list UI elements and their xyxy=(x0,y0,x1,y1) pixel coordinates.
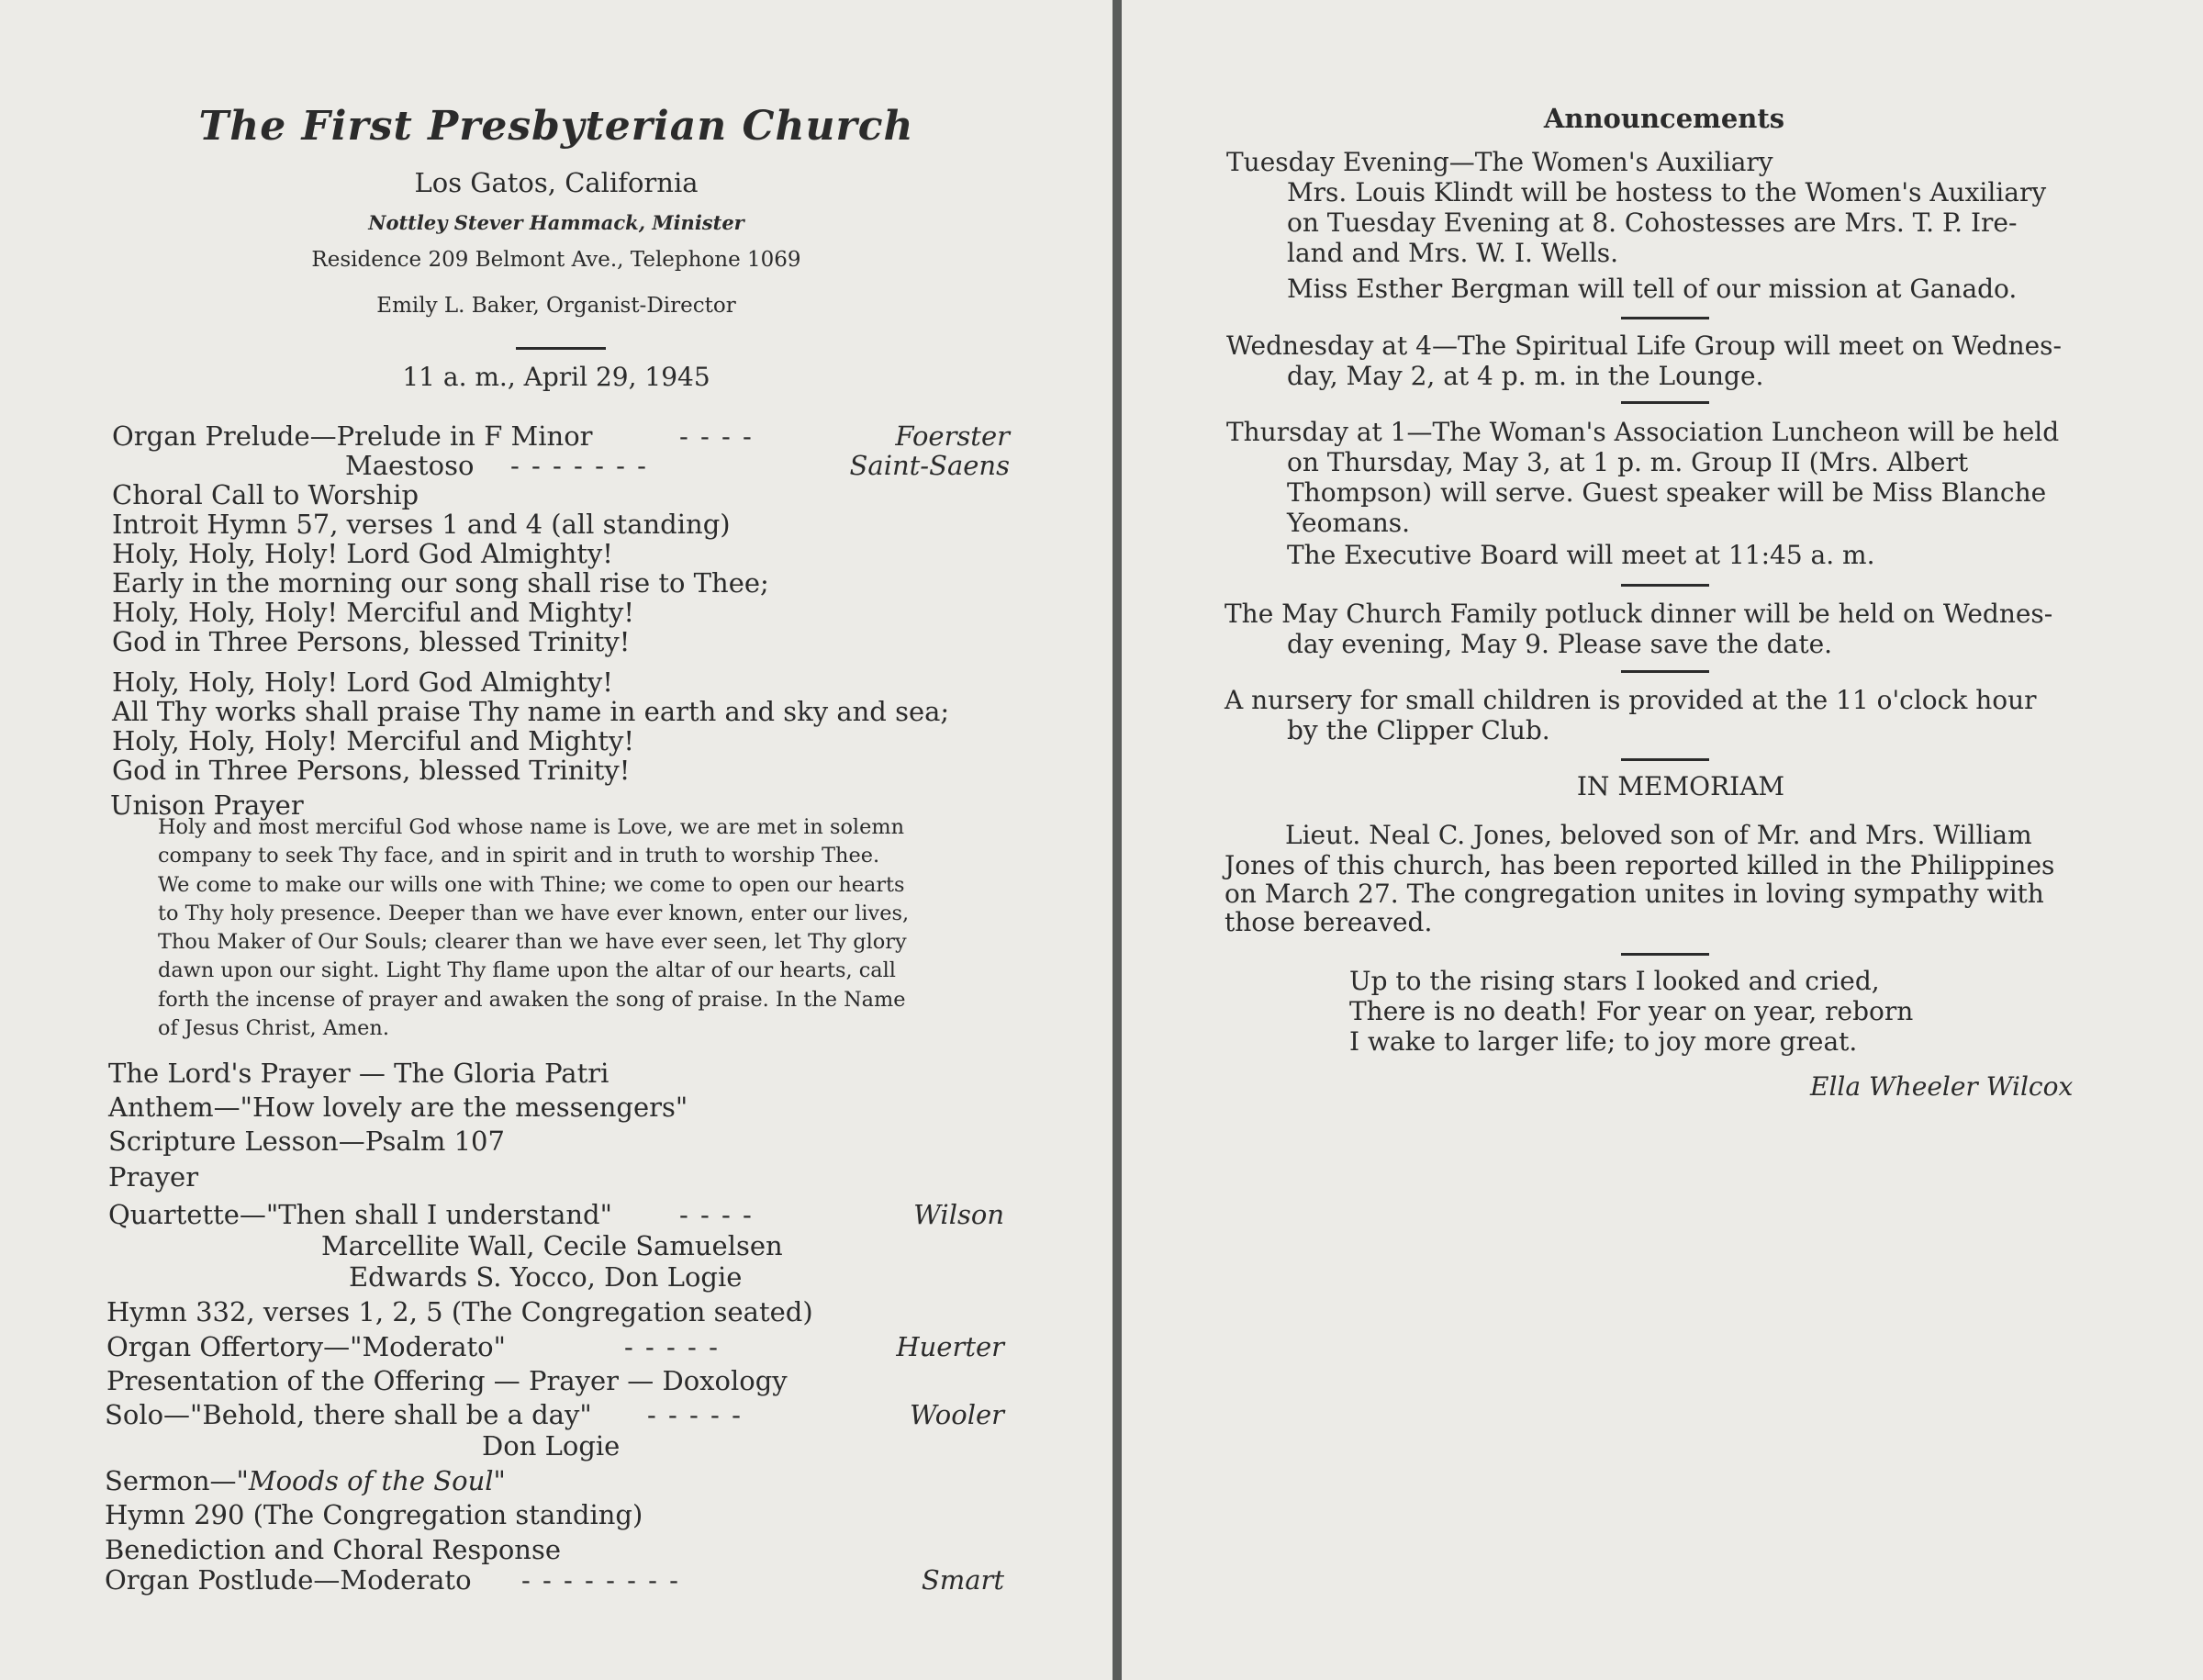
memoriam-text: Jones of this church, has been reported killed in the Philippines xyxy=(1225,850,2055,880)
divider xyxy=(1621,401,1709,404)
thursday-text: on Thursday, May 3, at 1 p. m. Group II (Mrs. Albert xyxy=(1287,447,1969,477)
organ-prelude: Organ Prelude—Prelude in F Minor xyxy=(112,420,593,452)
sermon xyxy=(105,1465,506,1496)
hymn-line: Holy, Holy, Holy! Merciful and Mighty! xyxy=(112,597,635,628)
composer-huerter: Huerter xyxy=(896,1331,1004,1362)
divider xyxy=(1621,758,1709,761)
memoriam-text: Lieut. Neal C. Jones, beloved son of Mr. and Mrs. William xyxy=(1285,820,2032,850)
nursery-announcement: A nursery for small children is provided at the 11 o'clock hour xyxy=(1225,685,2037,715)
composer-saint-saens: Saint-Saens xyxy=(849,450,1010,481)
sermon-label: Sermon— xyxy=(105,1465,237,1496)
leader-dots: - - - - - - - - xyxy=(521,1564,680,1596)
prayer-line: company to seek Thy face, and in spirit and in truth to worship Thee. xyxy=(158,844,880,868)
organ-postlude: Organ Postlude—Moderato xyxy=(105,1564,472,1596)
divider xyxy=(1621,317,1709,319)
thursday-announcement: Thursday at 1—The Woman's Association Luncheon will be held xyxy=(1226,417,2060,447)
prayer-line: of Jesus Christ, Amen. xyxy=(158,1016,389,1041)
tuesday-heading: Tuesday Evening—The Women's Auxiliary xyxy=(1226,147,1773,177)
hymn-290: Hymn 290 (The Congregation standing) xyxy=(105,1499,643,1530)
leader-dots: - - - - xyxy=(679,1199,754,1230)
potluck-text: day evening, May 9. Please save the date. xyxy=(1287,629,1833,659)
composer-foerster: Foerster xyxy=(895,420,1010,452)
prayer-line: Holy and most merciful God whose name is Love, we are met in solemn xyxy=(158,815,904,839)
prayer-line: We come to make our wills one with Thine; we come to open our hearts xyxy=(158,872,905,897)
composer-wooler: Wooler xyxy=(909,1399,1004,1430)
hymn-line: God in Three Persons, blessed Trinity! xyxy=(112,755,631,786)
tuesday-text: Miss Esther Bergman will tell of our mission at Ganado. xyxy=(1287,274,2018,304)
organist-line: Emily L. Baker, Organist-Director xyxy=(376,294,736,318)
introit-hymn: Introit Hymn 57, verses 1 and 4 (all standing) xyxy=(112,509,731,540)
tuesday-text: Mrs. Louis Klindt will be hostess to the Women's Auxiliary xyxy=(1287,177,2047,207)
quartette: Quartette—"Then shall I understand" xyxy=(108,1199,612,1230)
memoriam-text: on March 27. The congregation unites in loving sympathy with xyxy=(1225,879,2044,909)
poem-line: Up to the rising stars I looked and cried, xyxy=(1349,966,1880,996)
announcements-heading: Announcements xyxy=(1543,103,1785,134)
tuesday-text: land and Mrs. W. I. Wells. xyxy=(1287,238,1619,268)
composer-smart: Smart xyxy=(921,1564,1004,1596)
prayer-line: Thou Maker of Our Souls; clearer than we have ever seen, let Thy glory xyxy=(158,930,907,955)
prayer-line: forth the incense of prayer and awaken the song of praise. In the Name xyxy=(158,987,906,1012)
hymn-332: Hymn 332, verses 1, 2, 5 (The Congregation seated) xyxy=(106,1296,813,1327)
hymn-line: Holy, Holy, Holy! Lord God Almighty! xyxy=(112,666,613,698)
lords-prayer: The Lord's Prayer — The Gloria Patri xyxy=(108,1058,609,1089)
poem-line: I wake to larger life; to joy more great. xyxy=(1349,1026,1858,1057)
wednesday-announcement: Wednesday at 4—The Spiritual Life Group will meet on Wednes- xyxy=(1226,330,2063,361)
benediction: Benediction and Choral Response xyxy=(105,1534,562,1565)
unison-prayer-heading: Unison Prayer xyxy=(110,790,304,821)
in-memoriam-heading: IN MEMORIAM xyxy=(1576,771,1785,801)
unison-prayer-text xyxy=(158,813,1008,1043)
minister-line: Nottley Stever Hammack, Minister xyxy=(368,211,744,234)
divider xyxy=(1621,670,1709,673)
hymn-line: Holy, Holy, Holy! Lord God Almighty! xyxy=(112,538,613,569)
quartette-singers: Edwards S. Yocco, Don Logie xyxy=(349,1261,743,1293)
divider xyxy=(516,347,606,350)
thursday-text: Yeomans. xyxy=(1287,508,1411,538)
solo-singer: Don Logie xyxy=(482,1430,621,1462)
leader-dots: - - - - xyxy=(679,420,754,452)
scripture-lesson: Scripture Lesson—Psalm 107 xyxy=(108,1126,505,1157)
anthem: Anthem—"How lovely are the messengers" xyxy=(108,1092,688,1123)
tuesday-text: on Tuesday Evening at 8. Cohostesses are Mrs. T. P. Ire- xyxy=(1287,207,2018,238)
church-city: Los Gatos, California xyxy=(414,167,699,198)
announcements-page xyxy=(1122,0,2203,1680)
memoriam-text: those bereaved. xyxy=(1225,907,1433,937)
prayer: Prayer xyxy=(108,1161,199,1193)
divider xyxy=(1621,584,1709,587)
composer-wilson: Wilson xyxy=(913,1199,1004,1230)
potluck-announcement: The May Church Family potluck dinner will be held on Wednes- xyxy=(1225,599,2053,629)
presentation-of-offering: Presentation of the Offering — Prayer — Doxology xyxy=(106,1365,788,1396)
choral-call: Choral Call to Worship xyxy=(112,479,419,510)
prayer-line: dawn upon our sight. Light Thy flame upon the altar of our hearts, call xyxy=(158,958,896,983)
thursday-text: Thompson) will serve. Guest speaker will be Miss Blanche xyxy=(1287,477,2047,508)
hymn-line: Holy, Holy, Holy! Merciful and Mighty! xyxy=(112,725,635,756)
wednesday-text: day, May 2, at 4 p. m. in the Lounge. xyxy=(1287,361,1764,391)
poet-attribution: Ella Wheeler Wilcox xyxy=(1810,1071,2074,1102)
page-gutter xyxy=(1113,0,1122,1680)
nursery-text: by the Clipper Club. xyxy=(1287,715,1550,745)
divider xyxy=(1621,953,1709,956)
church-name: The First Presbyterian Church xyxy=(198,103,914,150)
maestoso-title: Maestoso xyxy=(345,450,475,481)
hymn-line: All Thy works shall praise Thy name in earth and sky and sea; xyxy=(112,696,950,727)
hymn-line: Early in the morning our song shall rise to Thee; xyxy=(112,567,769,599)
poem-line: There is no death! For year on year, reborn xyxy=(1349,996,1914,1026)
quartette-singers: Marcellite Wall, Cecile Samuelsen xyxy=(321,1230,783,1261)
leader-dots: - - - - - - - xyxy=(510,450,648,481)
thursday-text: The Executive Board will meet at 11:45 a. m. xyxy=(1287,540,1875,570)
hymn-line: God in Three Persons, blessed Trinity! xyxy=(112,626,631,657)
solo: Solo—"Behold, there shall be a day" xyxy=(105,1399,592,1430)
prayer-line: to Thy holy presence. Deeper than we have ever known, enter our lives, xyxy=(158,901,910,925)
leader-dots: - - - - - xyxy=(647,1399,743,1430)
organ-offertory: Organ Offertory—"Moderato" xyxy=(106,1331,506,1362)
service-date: 11 a. m., April 29, 1945 xyxy=(402,362,710,392)
sermon-title: "Moods of the Soul" xyxy=(236,1465,506,1496)
residence-line: Residence 209 Belmont Ave., Telephone 1069 xyxy=(311,248,801,272)
leader-dots: - - - - - xyxy=(624,1331,720,1362)
